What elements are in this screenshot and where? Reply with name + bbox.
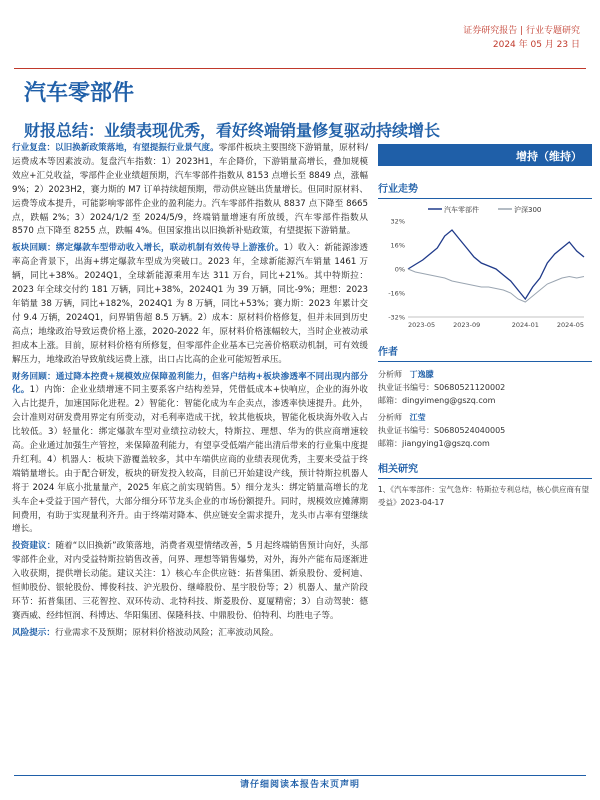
analyst-cert: S0680521120002 <box>434 383 506 392</box>
paragraph <box>12 371 368 538</box>
related-research-item[interactable]: 1、《汽车零部件：宝气急炸：特斯拉专利总结，核心供应商有望受益》2023-04-17 <box>378 485 590 507</box>
paragraph-body: 随着“以旧换新”政策落地，消费者观望情绪改善，5 月起终端销售预计向好，头部零部件企业，对内受益特斯拉销售改善，问界、理想等销售爆势，对外，海外产能布局逐渐进入收获期，提供增长动能。建议关注：1）核心车企供应链：拓普集团、新泉股份、爱柯迪、恒帅股份、银轮股份、博俊科技、沪光股份、继峰股份、星宇股份等；2）机器人、量产阶段环节：拓普集团、三花智控、双环传动、北特科技、斯菱股份、夏厦精密；3）自动驾驶：德赛西威、经纬恒润、科博达、华阳集团、保隆科技、中鼎股份、伯特利、均胜电子等。 <box>12 541 368 621</box>
analyst-email-label: 邮箱： <box>378 396 402 405</box>
paragraph-lead: 板块回顾：绑定爆款车型带动收入增长，联动机制有效传导上游涨价。 <box>12 243 284 254</box>
industry-title: 汽车零部件 <box>24 81 135 106</box>
sidebar <box>378 144 592 509</box>
report-header <box>463 24 580 52</box>
paragraph-lead: 投资建议： <box>12 541 56 552</box>
analyst-cert-row <box>378 424 592 437</box>
y-tick-label: 16% <box>390 241 405 250</box>
paragraph <box>12 540 368 623</box>
analyst-name: 丁逸朦 <box>409 370 434 379</box>
legend-label-parts: 汽车零部件 <box>444 206 479 214</box>
paragraph-body: 行业需求不及预期；原材料价格波动风险；汇率波动风险。 <box>54 627 279 638</box>
analyst-cert: S0680524040005 <box>434 426 506 435</box>
analyst-cert-row <box>378 381 592 394</box>
chart-legend <box>428 205 541 214</box>
section-divider <box>378 361 592 362</box>
x-tick-label: 2023-09 <box>453 321 481 329</box>
analyst-name: 江莹 <box>409 413 426 422</box>
y-tick-label: 32% <box>390 217 405 226</box>
analyst-name-row <box>378 368 592 381</box>
analyst-title: 分析师 <box>378 370 402 379</box>
y-tick-label: -16% <box>388 289 405 298</box>
analyst-email-label: 邮箱： <box>378 439 402 448</box>
paragraph <box>12 242 368 367</box>
footer-divider <box>14 775 586 776</box>
analyst-email-row <box>378 394 592 407</box>
paragraph-body: 1）内饰：企业业绩增速不同主要系客户结构差异，凭借低成本+快响应，企业的海外收入占比提升，加速国际化进程。2）智能化：智能化成为车企卖点，渗透率快速提升。此外，会计准则对研发费用界定有所变动，对毛利率造成干扰，较其他板块，智能化板块海外收入占比较低。3）轻量化：绑定爆款车型对业绩拉动较大，特斯拉、理想、华为的供应商增速较高。企业通过加强生产管控，来保障盈利能力，有望享受低端产能出清后带来的行业集中度提升红利。4）机器人：板块下游覆盖较多，其中车端供应商的业绩表现优秀，主要来受益于终端销量增长。由于配合研发，板块的研发投入较高，目前已开始建设产线，预计特斯拉机器人将于 2024 年底小批量量产，2025 年底之前实现销售。5）细分龙头：绑定销量高增长的龙头车企+受益于国产替代，大部分细分环节龙头企业的市场份额提升。同时，规模效应摊薄期间费用，有助于实现量利齐升。由于终端对降本、供应链安全需求提升，龙头市占率有望继续增长。 <box>12 385 368 535</box>
x-tick-label: 2024-05 <box>556 321 584 329</box>
rating-badge: 增持（维持） <box>378 144 592 166</box>
main-body <box>12 142 368 644</box>
series-line-hs300 <box>408 269 584 302</box>
trend-section-title: 行业走势 <box>378 184 418 195</box>
report-headline: 财报总结：业绩表现优秀，看好终端销量修复驱动持续增长 <box>24 121 441 140</box>
x-tick-label: 2024-01 <box>511 321 539 329</box>
paragraph-body: 零部件板块主要围绕下游销量，原材料/运费成本等因素波动。复盘汽车指数：1）2023H1，车企降价，下游销量高增长，叠加规模效应+汇兑收益，零部件企业业绩超预期，汽车零部件指数从 8153 点增长至 8849 点，涨幅 9%；2）2023H2，赛力斯的 M7 订单持续超预期，带动供应链出货量增长。但同时原材料、运费等成本提升，可能影响零部件企业的盈利能力。汽车零部件指数从 8837 点下降至 8665 点，跌幅 2%；3）2024/1/2 至 2024/5/9，终端销量增速有所放缓，汽车零部件指数从 8570 点下降至 8255 点，跌幅 4%。但国家推出以旧换新补贴政策，有望提振下游销量。 <box>12 143 368 237</box>
y-tick-label: 0% <box>394 265 405 274</box>
paragraph <box>12 627 368 641</box>
y-tick-label: -32% <box>388 313 405 322</box>
analyst-email-row <box>378 437 592 450</box>
section-divider <box>378 478 592 479</box>
analyst-cert-label: 执业证书编号： <box>378 426 434 435</box>
paragraph-lead: 风险提示： <box>12 627 55 638</box>
report-date: 2024 年 05 月 23 日 <box>492 40 580 50</box>
footer-disclaimer: 请仔细阅读本报告末页声明 <box>239 780 360 790</box>
analyst-cert-label: 执业证书编号： <box>378 383 434 392</box>
y-axis <box>388 218 584 322</box>
analyst-name-row <box>378 411 592 424</box>
paragraph-lead: 财务回顾：通过降本控费+规模效应保障盈利能力，但客户结构+板块渗透率不同出现内部分化。 <box>12 371 368 396</box>
analyst-block <box>378 368 592 450</box>
analyst-email[interactable]: jiangying1@gszq.com <box>402 439 490 448</box>
report-type: 证券研究报告 | 行业专题研究 <box>463 26 580 36</box>
paragraph <box>12 142 368 239</box>
x-axis <box>408 321 584 329</box>
legend-label-hs300: 沪深300 <box>514 206 542 214</box>
analyst-section-title: 作者 <box>378 347 398 358</box>
related-section-title: 相关研究 <box>378 464 418 475</box>
analyst-email[interactable]: dingyimeng@gszq.com <box>402 396 496 405</box>
x-tick-label: 2023-05 <box>408 321 436 329</box>
paragraph-body: 1）收入：新能源渗透率高企背景下，出海+绑定爆款车型成为突破口。2023 年，全球新能源汽车销量 1461 万辆，同比+38%。2024Q1，全球新能源乘用车达 311 万台，同比+21%。其中特斯拉：2023 年全球交付约 181 万辆，同比+38%，2024Q1 为 39 万辆，同比-9%；理想：2023 年销量 38 万辆，同比+182%，2024Q1 为 8 万辆，同比+53%；赛力斯：2023 年累计交付 9.4 万辆，2024Q1，问界销售超 8.5 万辆。2）成本：原材料价格修复，但并未回到历史高点；地缘政治导致运费价格上涨，2020-2022 年，原材料价格涨幅较大，当时企业被动承担成本上涨。目前，原材料价格有所修复，但零部件企业基本已完善价格联动机制，可有效缓解压力，地缘政治导致航线运费上涨，出口占比高的企业可能短暂承压。 <box>12 243 368 365</box>
paragraph-lead: 行业复盘：以旧换新政策落地，有望提振行业景气度。 <box>12 143 219 153</box>
analyst-title: 分析师 <box>378 413 402 422</box>
chart-lines <box>408 230 584 302</box>
header-divider <box>14 68 586 69</box>
trend-chart <box>378 199 592 339</box>
